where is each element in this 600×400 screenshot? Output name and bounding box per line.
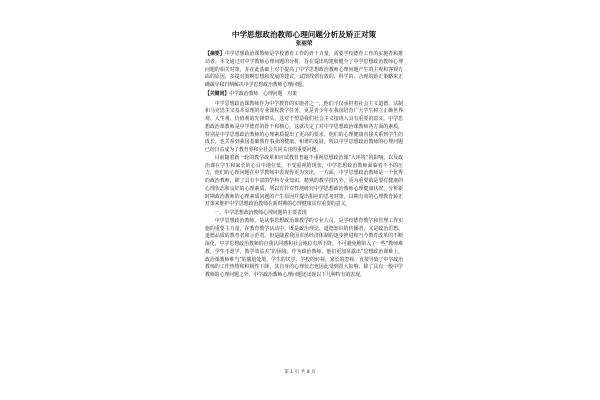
abstract xyxy=(205,51,403,90)
abstract-text: 中学思想政治课教师是学校德育工作的骨干力量，需要学校德育工作的实施者和推动者。本文通过对中学教师心理问题的分析，旨在提出构建和健全了中学思想政治教师心理问题的相关对策，并在此基础上对于提高了中学思想政治教师心理问题产生的主观和客观方面的原因，多提对策啊思想和发展的建议，试图找到有效的、科学的、合理的矫正策略来正确疏导和归纳解决中学思想政治教师心理问题。 xyxy=(205,51,404,88)
author-name: 张丽荣 xyxy=(295,41,313,47)
paper-body xyxy=(205,30,403,280)
keywords-text: 中学政治教师 心理问题 对策 xyxy=(229,90,298,97)
body-paragraph-1: 中学思想政治课教师作为中学教育的实施者之一，他们不仅承担着社会主义道德、法制和马克思主义基本原理的专业课程教学任务，更是青少年在我国培育广大学生树立正确世界观、人生观、价值观的先锋带头，这对于塑造我们社会主义接班人具有重要的意义。中学思想政治课教师是中学德育的骨干和核心，这就决定了对中学思想政治课教师各方面的素质，特别是中学思想政治教师的心理素质提出了更高的要求。他们的心理健康直接关系到学生的成长，也关系到我国基础教育事业的健康、和谐的发展。所以中学思想政治教师的心理问题已经日益成为了教育界和全社会共同关注的重要问题。 xyxy=(205,100,403,153)
keywords xyxy=(205,91,403,99)
body-paragraph-2: 目前随着新一轮的教学改革和应试教育普遍不重视思想政治课“大环境”的影响，以及政治课在学生和家长的心目中地位低，不受重视的现状，中学思想政治教师面临着不小的压力，他们的心理问题在中学教师中表现得更为突出，一方面，中学思想政治教师是一个优秀的政治教师，除了具有丰富的学科专业知识，精熟的教学技巧外，更为重要的是要有健康的心理状态和良好的心理素质。所以有针对性地研究中学思想政治教师心理健康状况，分析新时期政治教师的心理素质问题的产生原因并提出相应的思考对策，以期有效的心理教育矫正对策来维护中学思想政治教师在新时期的心理健康具有重要的意义。 xyxy=(205,154,403,208)
keywords-tag: 【关键词】 xyxy=(205,90,230,97)
page-footer: 第 1 页 共 8 页 xyxy=(284,370,316,375)
section-paragraph: 中学思想政治教师，是从事思想政治课教学的专业人员，是学校德育教学和管理工作实施的重要主力量，在教育教学活动中，既是政治理论、道德知识的传播者，又是政治思想、道德品质的教育者和示范者。但是随着我国市场经济体制的逐步推进和当今教育改革的不断深化，中学思想政治教师的自我认同感和社会地位有所下降，不可避免地陷入了一些“教师难教，学生不愿学，教学效益差”的困境。作为政治教师，他们更加显露出“思想政治课难上，政治课教师难当”的尴尬处境。学生的厌学、学校的轻视、家长的忽视、直接导致了中学政治教师的工作热情和积极性下降，其自身的心理状态也因此受到很大影响。除了具有一般中学教师的心理问题之外，中学政治教师心理问题还出现以下几种特有的表现。 xyxy=(205,217,403,278)
section-heading: 一、中学思想政治教师心理问题的主要表现 xyxy=(214,210,307,216)
abstract-tag: 【摘要】 xyxy=(205,51,225,57)
paper-title: 中学思想政治教师心理问题分析及矫正对策 xyxy=(231,30,377,39)
